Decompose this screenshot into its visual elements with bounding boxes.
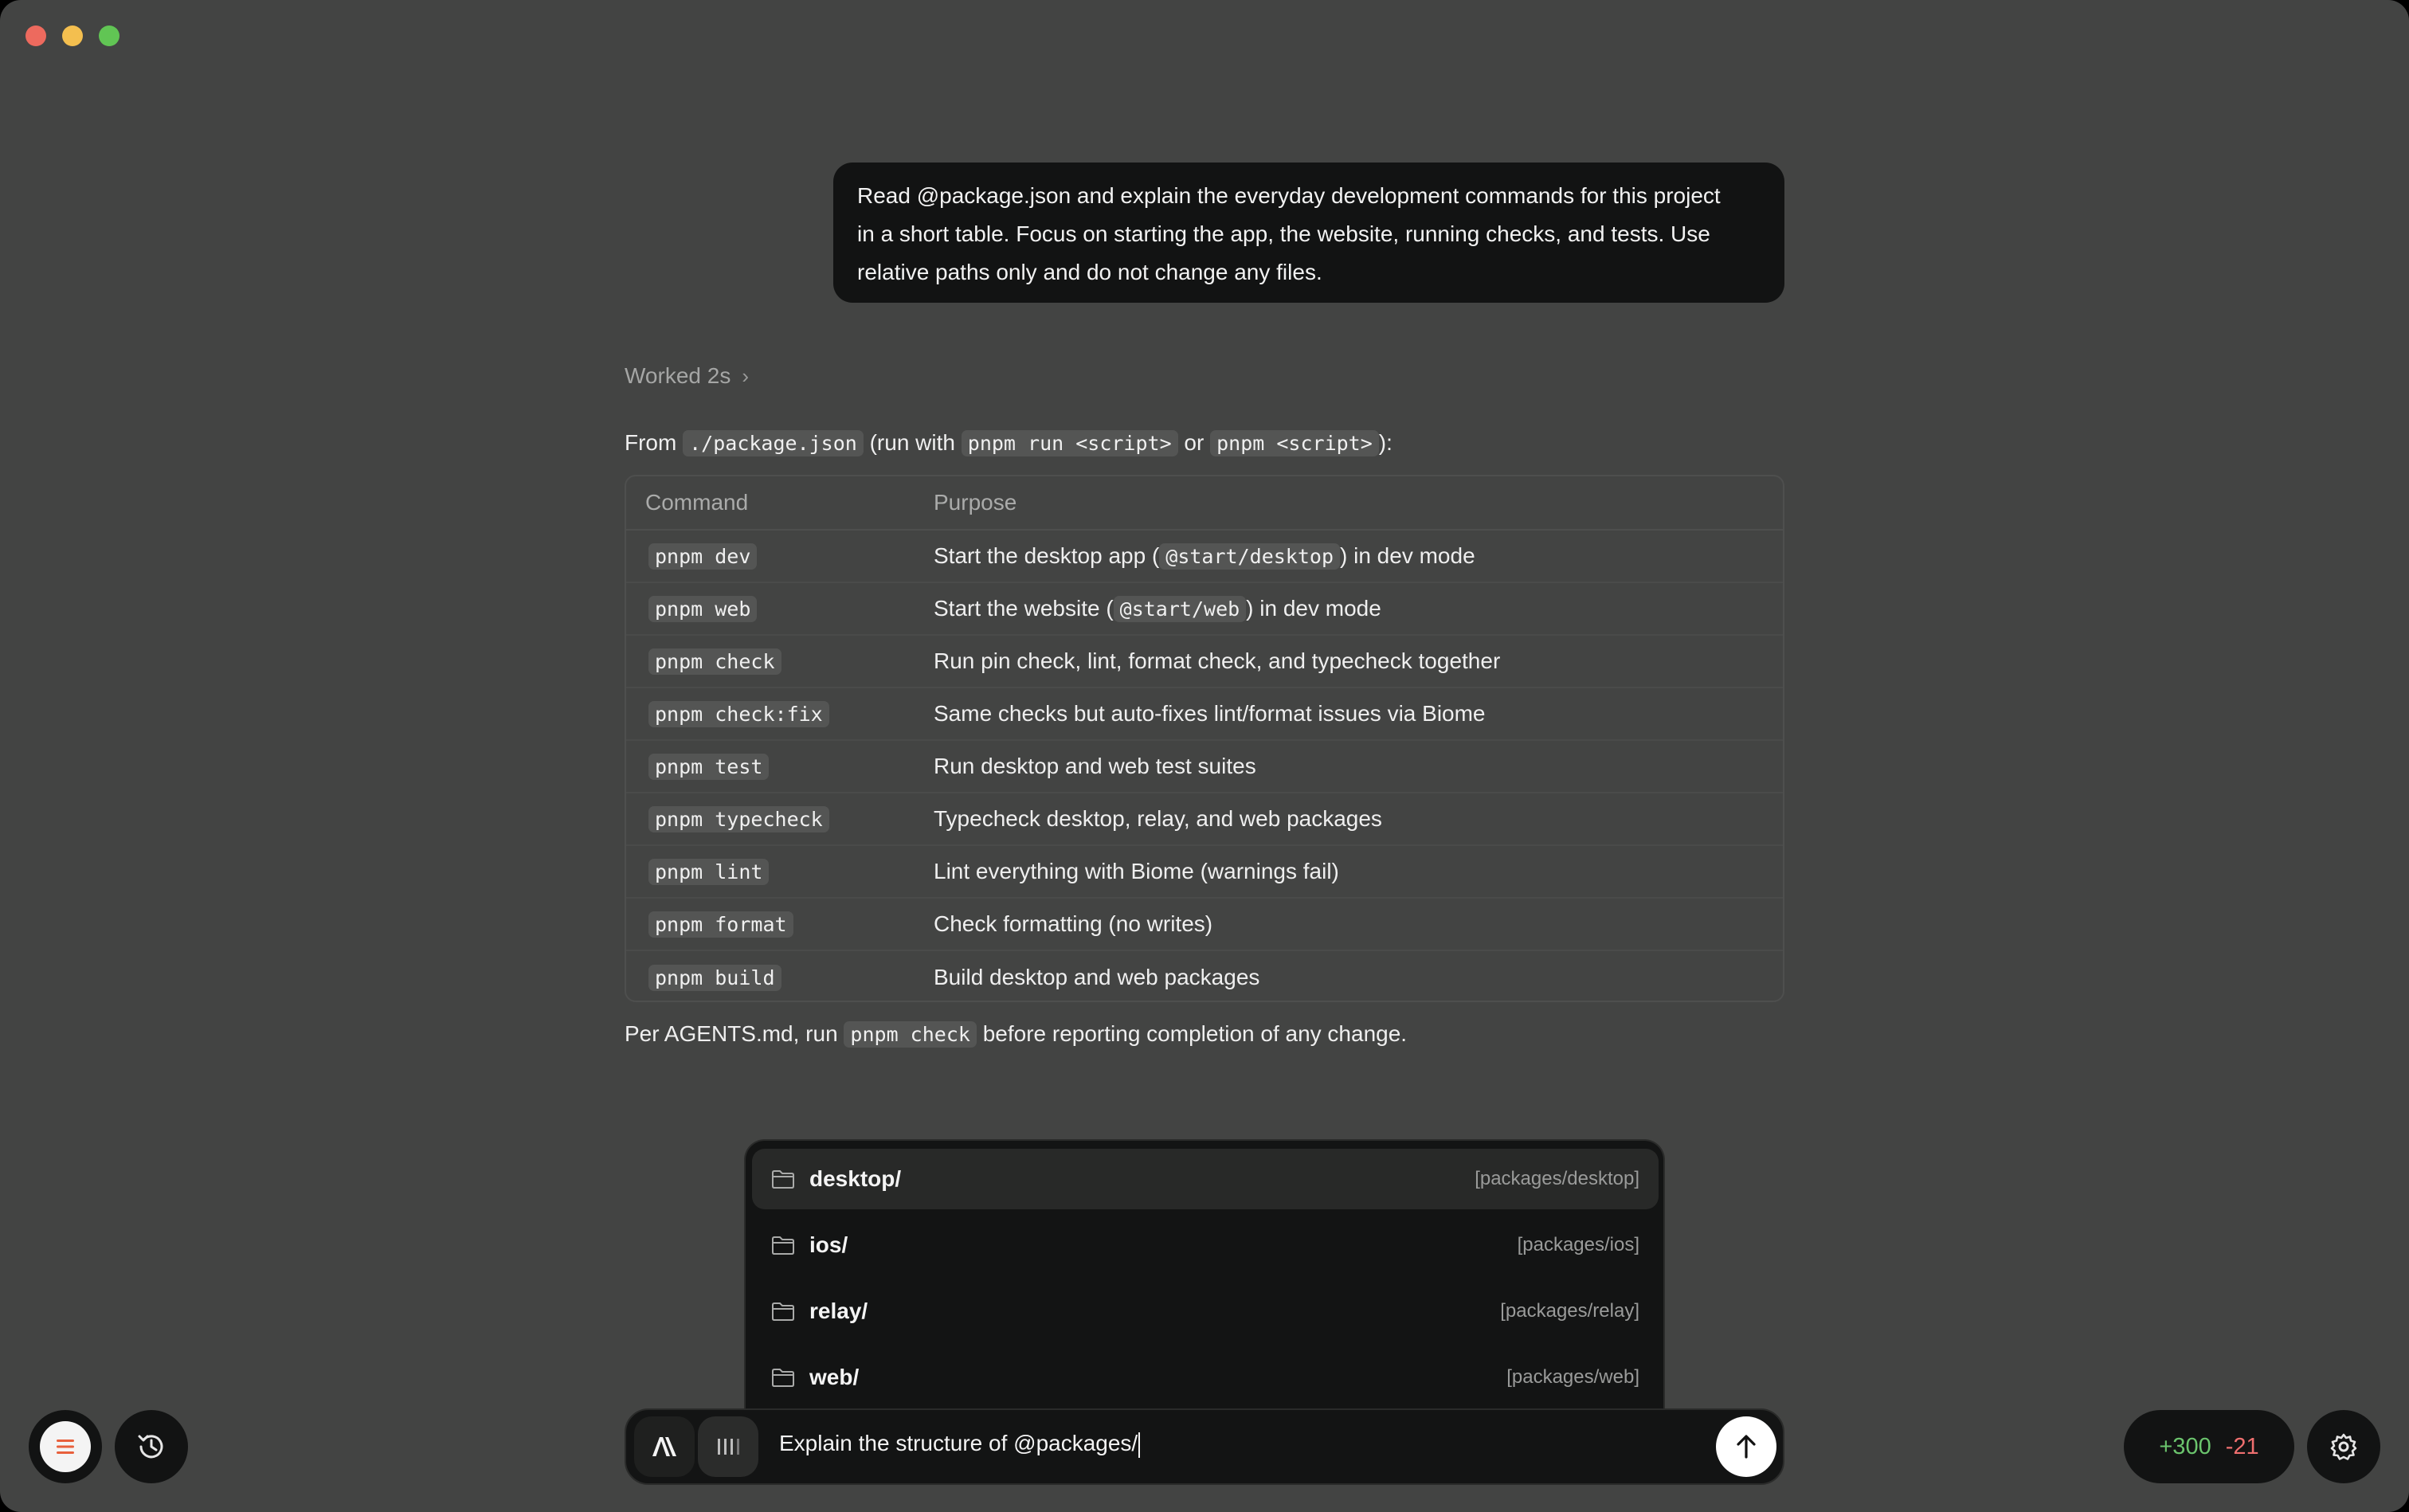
- command-cell: [626, 806, 929, 832]
- purpose-cell: [929, 965, 1783, 990]
- purpose-cell: [929, 648, 1783, 674]
- purpose-text: Start the website (: [934, 596, 1114, 621]
- assistant-outro: [625, 1018, 1407, 1051]
- table-row: [626, 793, 1783, 846]
- purpose-text: Lint everything with Biome (warnings fail): [934, 859, 1339, 883]
- command-code: pnpm check:fix: [648, 701, 829, 727]
- command-code: pnpm check: [648, 648, 781, 675]
- folder-icon: [771, 1301, 795, 1322]
- worked-label: Worked 2s: [625, 363, 731, 388]
- folder-icon: [771, 1235, 795, 1255]
- inline-code: pnpm check: [844, 1021, 977, 1048]
- table-row: [626, 846, 1783, 899]
- command-cell: [626, 701, 929, 727]
- lines-removed: -21: [2225, 1433, 2259, 1459]
- folder-icon: [771, 1367, 795, 1388]
- intro-text: (run with: [869, 430, 955, 455]
- purpose-text: Same checks but auto-fixes lint/format issues via Biome: [934, 701, 1486, 726]
- table-body: [626, 531, 1783, 1002]
- table-row: [626, 583, 1783, 636]
- menu-icon: [55, 1438, 76, 1455]
- purpose-cell: [929, 806, 1783, 832]
- traffic-lights: [25, 25, 119, 46]
- folder-icon: [771, 1169, 795, 1189]
- close-window-button[interactable]: [25, 25, 46, 46]
- autocomplete-item-name: desktop/: [809, 1166, 902, 1191]
- user-message-line: relative paths only and do not change any files.: [857, 260, 1322, 284]
- composer: [625, 1408, 1784, 1485]
- purpose-cell: [929, 911, 1783, 937]
- purpose-text: ) in dev mode: [1246, 596, 1381, 621]
- autocomplete-item-name: relay/: [809, 1299, 868, 1323]
- composer-input[interactable]: [779, 1431, 1140, 1458]
- purpose-text: Start the desktop app (: [934, 543, 1160, 568]
- inline-code: pnpm run <script>: [962, 430, 1178, 456]
- command-code: pnpm format: [648, 911, 793, 938]
- purpose-cell: [929, 859, 1783, 884]
- table-row: [626, 741, 1783, 793]
- table-header: [626, 476, 1783, 531]
- command-cell: [626, 911, 929, 937]
- command-cell: [626, 754, 929, 779]
- command-code: pnpm web: [648, 596, 757, 622]
- table-row: [626, 688, 1783, 741]
- autocomplete-item[interactable]: [752, 1215, 1659, 1275]
- command-code: pnpm typecheck: [648, 806, 829, 832]
- intro-text: or: [1184, 430, 1204, 455]
- purpose-text: Run pin check, lint, format check, and typecheck together: [934, 648, 1501, 673]
- command-cell: [626, 965, 929, 990]
- settings-button[interactable]: [2307, 1410, 2380, 1483]
- inline-code: ./package.json: [683, 430, 864, 456]
- intro-text: ):: [1378, 430, 1393, 455]
- table-row: [626, 951, 1783, 1002]
- gear-icon: [2329, 1432, 2358, 1461]
- history-button[interactable]: [115, 1410, 188, 1483]
- history-icon: [136, 1432, 166, 1462]
- command-cell: [626, 859, 929, 884]
- purpose-text: Run desktop and web test suites: [934, 754, 1256, 778]
- column-header-command: Command: [645, 490, 749, 515]
- autocomplete-item[interactable]: [752, 1149, 1659, 1209]
- purpose-text: Typecheck desktop, relay, and web packages: [934, 806, 1382, 831]
- command-code: pnpm dev: [648, 543, 757, 570]
- column-header-purpose: Purpose: [934, 490, 1017, 515]
- assistant-intro: [625, 425, 1393, 461]
- purpose-text: Build desktop and web packages: [934, 965, 1260, 989]
- table-row: [626, 899, 1783, 951]
- command-code: pnpm lint: [648, 859, 769, 885]
- user-message-bubble: [833, 163, 1784, 303]
- command-code: pnpm build: [648, 965, 781, 991]
- menu-button[interactable]: [29, 1410, 102, 1483]
- text-caret: [1138, 1432, 1140, 1458]
- arrow-up-icon: [1734, 1434, 1758, 1459]
- menu-button-inner: [40, 1421, 91, 1472]
- autocomplete-item[interactable]: [752, 1347, 1659, 1408]
- minimize-window-button[interactable]: [62, 25, 83, 46]
- commands-table: [625, 475, 1784, 1002]
- send-button[interactable]: [1716, 1416, 1776, 1477]
- autocomplete-item-path: [packages/relay]: [1500, 1300, 1639, 1322]
- inline-code: pnpm <script>: [1210, 430, 1379, 456]
- command-code: pnpm test: [648, 754, 769, 780]
- autocomplete-item-path: [packages/ios]: [1517, 1234, 1639, 1255]
- model-selector-button[interactable]: [634, 1416, 695, 1477]
- purpose-cell: [929, 543, 1783, 569]
- intro-text: From: [625, 430, 677, 455]
- purpose-code: @start/desktop: [1159, 543, 1340, 570]
- purpose-code: @start/web: [1114, 596, 1247, 622]
- table-row: [626, 531, 1783, 583]
- autocomplete-item-name: ios/: [809, 1232, 848, 1257]
- purpose-cell: [929, 596, 1783, 621]
- bars-icon: [716, 1437, 740, 1456]
- user-message-line: Read @package.json and explain the everyday development commands for this project: [857, 183, 1721, 208]
- command-cell: [626, 648, 929, 674]
- autocomplete-item-path: [packages/web]: [1506, 1366, 1639, 1388]
- anthropic-logo-icon: [651, 1436, 678, 1457]
- worked-toggle[interactable]: [625, 363, 749, 389]
- outro-text: before reporting completion of any change.: [982, 1021, 1408, 1046]
- purpose-text: ) in dev mode: [1340, 543, 1475, 568]
- autocomplete-item-name: web/: [809, 1365, 860, 1389]
- chevron-right-icon: ›: [742, 363, 749, 388]
- zoom-window-button[interactable]: [99, 25, 119, 46]
- composer-input-value: Explain the structure of @packages/: [779, 1431, 1138, 1455]
- autocomplete-item-path: [packages/desktop]: [1475, 1168, 1639, 1189]
- lines-added: +300: [2159, 1433, 2211, 1459]
- diff-stats-button[interactable]: [2124, 1410, 2294, 1483]
- mention-autocomplete-popup: [744, 1139, 1665, 1418]
- outro-text: Per AGENTS.md, run: [625, 1021, 838, 1046]
- user-message-line: in a short table. Focus on starting the app, the website, running checks, and tests. Use: [857, 221, 1710, 246]
- table-row: [626, 636, 1783, 688]
- mode-toggle-button[interactable]: [698, 1416, 758, 1477]
- command-cell: [626, 596, 929, 621]
- purpose-cell: [929, 754, 1783, 779]
- purpose-text: Check formatting (no writes): [934, 911, 1213, 936]
- autocomplete-item[interactable]: [752, 1281, 1659, 1342]
- purpose-cell: [929, 701, 1783, 727]
- command-cell: [626, 543, 929, 569]
